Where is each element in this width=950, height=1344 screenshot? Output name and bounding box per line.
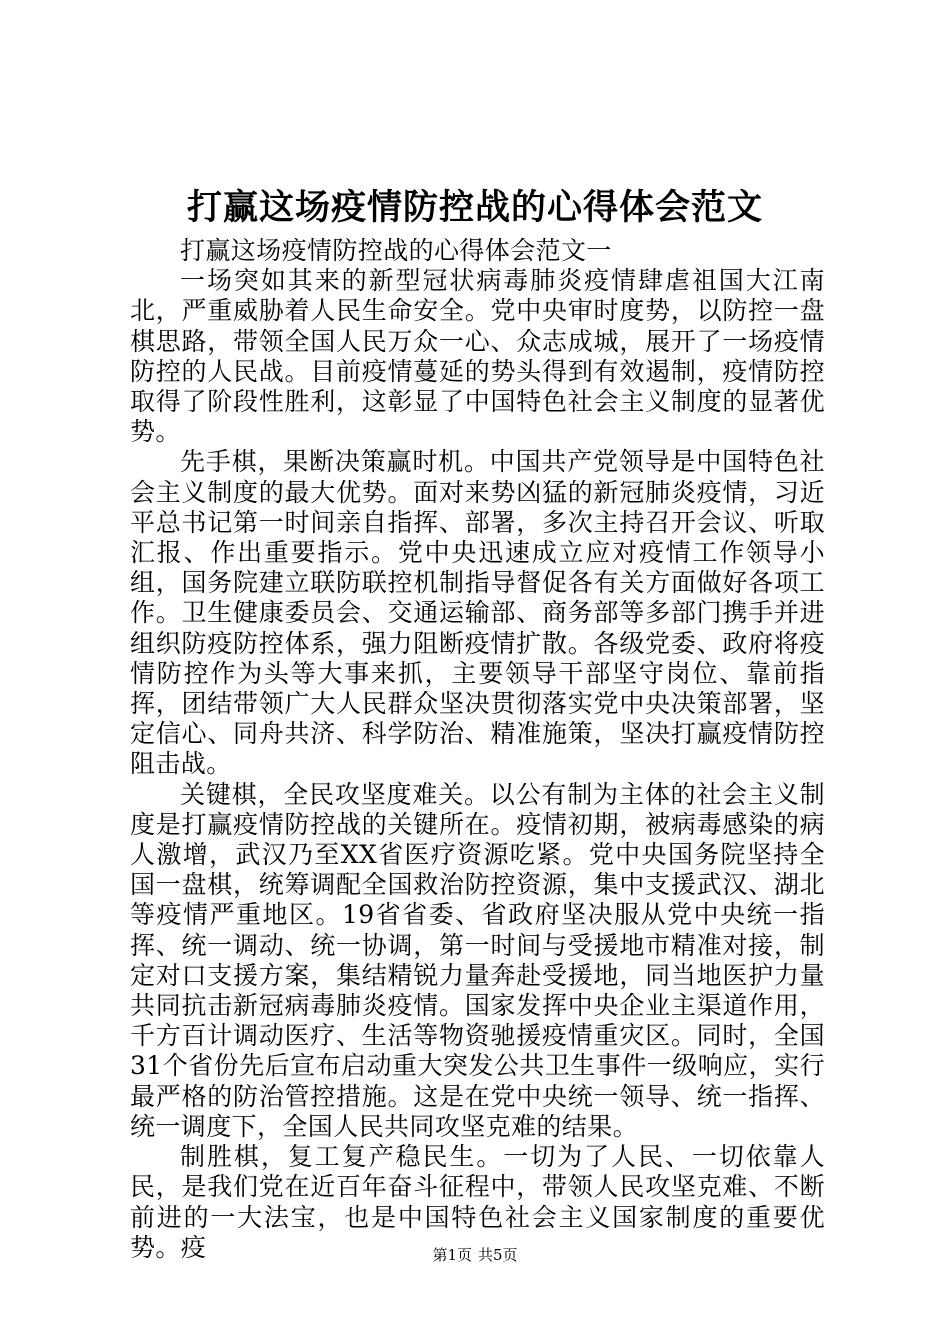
page-number: 第1页 [432, 1246, 472, 1264]
subtitle-paragraph: 打赢这场疫情防控战的心得体会范文一 [180, 236, 612, 265]
document-body [130, 236, 825, 1263]
document-title: 打赢这场疫情防控战的心得体会范文 [186, 187, 763, 228]
page-total: 共5页 [478, 1246, 518, 1264]
body-paragraph: 制胜棋，复工复产稳民生。一切为了人民、一切依靠人民，是我们党在近百年奋斗征程中，带领人民攻坚克难、不断前进的一大法宝，也是中国特色社会主义国家制度的重要优势。疫 [130, 1142, 825, 1262]
body-paragraph: 关键棋，全民攻坚度难关。以公有制为主体的社会主义制度是打赢疫情防控战的关键所在。疫情初期，被病毒感染的病人激增，武汉乃至XX省医疗资源吃紧。党中央国务院坚持全国一盘棋，统筹调配全国救治防控资源，集中支援武汉、湖北等疫情严重地区。19省省委、省政府坚决服从党中央统一指挥、统一调动、统一协调，第一时间与受援地市精准对接，制定对口支援方案，集结精锐力量奔赴受援地，同当地医护力量共同抗击新冠病毒肺炎疫情。国家发挥中央企业主渠道作用，千方百计调动医疗、生活等物资驰援疫情重灾区。同时，全国31个省份先后宣布启动重大突发公共卫生事件一级响应，实行最严格的防治管控措施。这是在党中央统一领导、统一指挥、统一调度下，全国人民共同攻坚克难的结果。 [130, 779, 825, 1141]
page-footer [0, 1245, 950, 1265]
body-paragraph: 一场突如其来的新型冠状病毒肺炎疫情肆虐祖国大江南北，严重威胁着人民生命安全。党中央审时度势，以防控一盘棋思路，带领全国人民万众一心、众志成城，展开了一场疫情防控的人民战。目前疫情蔓延的势头得到有效遏制，疫情防控取得了阶段性胜利，这彰显了中国特色社会主义制度的显著优势。 [130, 266, 825, 447]
body-paragraph: 先手棋，果断决策赢时机。中国共产党领导是中国特色社会主义制度的最大优势。面对来势凶猛的新冠肺炎疫情，习近平总书记第一时间亲自指挥、部署，多次主持召开会议、听取汇报、作出重要指示。党中央迅速成立应对疫情工作领导小组，国务院建立联防联控机制指导督促各有关方面做好各项工作。卫生健康委员会、交通运输部、商务部等多部门携手并进组织防疫防控体系，强力阻断疫情扩散。各级党委、政府将疫情防控作为头等大事来抓，主要领导干部坚守岗位、靠前指挥，团结带领广大人民群众坚决贯彻落实党中央决策部署，坚定信心、同舟共济、科学防治、精准施策，坚决打赢疫情防控阻击战。 [130, 447, 825, 779]
